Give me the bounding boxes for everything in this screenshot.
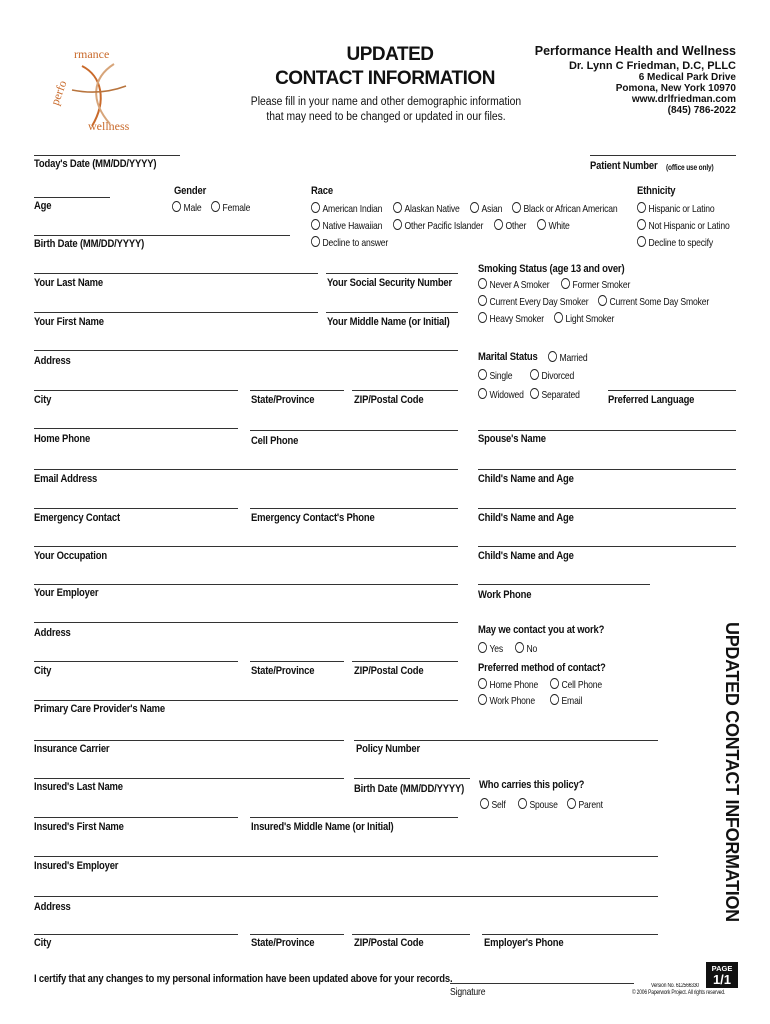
pcp-line[interactable] (34, 700, 458, 701)
radio-icon[interactable] (311, 202, 320, 213)
ethnicity-label: Ethnicity (637, 185, 676, 197)
page-indicator (706, 962, 738, 988)
radio-icon[interactable] (480, 798, 489, 809)
employer-state-line[interactable] (250, 661, 344, 662)
carrier-self[interactable]: Self (480, 798, 506, 811)
radio-icon[interactable] (548, 351, 557, 362)
ssn-line[interactable] (326, 273, 458, 274)
race-american-indian[interactable]: American Indian (311, 202, 382, 215)
todays-date-line[interactable] (34, 155, 180, 156)
marital-single[interactable]: Single (478, 369, 512, 382)
practice-name: Performance Health and Wellness (534, 44, 736, 58)
smoking-some-day[interactable]: Current Some Day Smoker (598, 295, 709, 308)
race-pacific-islander[interactable]: Other Pacific Islander (393, 219, 483, 232)
radio-icon[interactable] (478, 388, 487, 399)
svg-text:rmance: rmance (74, 47, 110, 61)
state-line[interactable] (250, 390, 344, 391)
contact-work-yes[interactable]: Yes (478, 642, 503, 655)
radio-icon[interactable] (518, 798, 527, 809)
practice-website: www.drlfriedman.com (631, 94, 736, 105)
occupation-line[interactable] (34, 546, 458, 547)
insured-first-line[interactable] (34, 817, 238, 818)
form-title-line1: UPDATED (346, 44, 434, 65)
radio-icon[interactable] (598, 295, 607, 306)
who-carries-label: Who carries this policy? (479, 779, 585, 791)
radio-icon[interactable] (567, 798, 576, 809)
emergency-contact-line[interactable] (34, 508, 238, 509)
insured-city-line[interactable] (34, 934, 238, 935)
insured-zip-line[interactable] (352, 934, 470, 935)
work-phone-label: Work Phone (478, 589, 532, 601)
preferred-method-label: Preferred method of contact? (478, 662, 606, 674)
signature-line[interactable] (450, 983, 634, 984)
radio-icon[interactable] (530, 369, 539, 380)
method-work-phone[interactable]: Work Phone (478, 694, 535, 707)
smoking-heavy[interactable]: Heavy Smoker (478, 312, 544, 325)
preferred-language-label: Preferred Language (608, 394, 695, 406)
radio-icon[interactable] (637, 202, 646, 213)
spouse-name-line[interactable] (478, 430, 736, 431)
page-number: 1/1 (712, 972, 732, 987)
city-label: City (34, 394, 52, 406)
insured-first-label: Insured's First Name (34, 821, 124, 833)
ethnicity-not-hispanic[interactable]: Not Hispanic or Latino (637, 219, 730, 232)
method-home-phone[interactable]: Home Phone (478, 678, 538, 691)
method-cell-phone[interactable]: Cell Phone (550, 678, 602, 691)
radio-icon[interactable] (478, 642, 487, 653)
home-phone-label: Home Phone (34, 433, 91, 445)
copyright: © 2006 Paperwork Project. All rights reserved. (632, 990, 726, 996)
child1-line[interactable] (478, 469, 736, 470)
insured-birth-label: Birth Date (MM/DD/YYYY) (354, 783, 465, 795)
middle-name-label: Your Middle Name (or Initial) (327, 316, 450, 328)
city-line[interactable] (34, 390, 238, 391)
radio-icon[interactable] (478, 295, 487, 306)
age-label: Age (34, 200, 52, 212)
smoking-former[interactable]: Former Smoker (561, 278, 630, 291)
insured-zip-label: ZIP/Postal Code (354, 937, 424, 949)
side-title: UPDATED CONTACT INFORMATION (722, 622, 742, 922)
spouse-name-label: Spouse's Name (478, 433, 546, 445)
race-other[interactable]: Other (494, 219, 526, 232)
occupation-label: Your Occupation (34, 550, 107, 562)
practice-logo (47, 46, 144, 134)
insured-employer-line[interactable] (34, 856, 658, 857)
age-line[interactable] (34, 197, 110, 198)
radio-icon[interactable] (478, 369, 487, 380)
insured-employer-label: Insured's Employer (34, 860, 119, 872)
birth-date-line[interactable] (34, 235, 290, 236)
address-label: Address (34, 355, 71, 367)
insured-middle-line[interactable] (250, 817, 458, 818)
patient-number-line (590, 155, 736, 156)
employer-phone-line[interactable] (482, 934, 658, 935)
ethnicity-hispanic[interactable]: Hispanic or Latino (637, 202, 714, 215)
cell-phone-label: Cell Phone (251, 435, 299, 447)
ssn-label: Your Social Security Number (327, 277, 453, 289)
instructions: Please fill in your name and other demographic information that may need to be changed or updated in our files. (250, 96, 522, 123)
radio-icon[interactable] (561, 278, 570, 289)
last-name-label: Your Last Name (34, 277, 103, 289)
zip-label: ZIP/Postal Code (354, 394, 424, 406)
state-label: State/Province (251, 394, 315, 406)
radio-icon[interactable] (515, 642, 524, 653)
carrier-parent[interactable]: Parent (567, 798, 603, 811)
employer-address-label: Address (34, 627, 71, 639)
employer-zip-label: ZIP/Postal Code (354, 665, 424, 677)
first-name-label: Your First Name (34, 316, 104, 328)
birth-date-label: Birth Date (MM/DD/YYYY) (34, 238, 145, 250)
radio-icon[interactable] (478, 278, 487, 289)
smoking-label: Smoking Status (age 13 and over) (478, 263, 625, 275)
version-number: Version No. 612566330 (651, 983, 699, 989)
carrier-spouse[interactable]: Spouse (518, 798, 558, 811)
practice-phone: (845) 786-2022 (667, 105, 736, 116)
home-phone-line[interactable] (34, 428, 238, 429)
work-phone-line[interactable] (478, 584, 650, 585)
first-name-line[interactable] (34, 312, 318, 313)
radio-icon[interactable] (311, 236, 320, 247)
practice-address1: 6 Medical Park Drive (638, 72, 736, 83)
insured-state-label: State/Province (251, 937, 315, 949)
emergency-phone-line[interactable] (250, 508, 458, 509)
radio-icon[interactable] (637, 236, 646, 247)
radio-icon[interactable] (512, 202, 521, 213)
insured-address-line[interactable] (34, 896, 658, 897)
race-decline[interactable]: Decline to answer (311, 236, 388, 249)
insured-state-line[interactable] (250, 934, 344, 935)
last-name-line[interactable] (34, 273, 318, 274)
radio-icon[interactable] (554, 312, 563, 323)
radio-icon[interactable] (311, 219, 320, 230)
radio-icon[interactable] (537, 219, 546, 230)
certify-statement: I certify that any changes to my personal information have been updated above for your records. (34, 973, 453, 985)
radio-icon[interactable] (172, 201, 181, 212)
radio-icon[interactable] (478, 694, 487, 705)
employer-address-line[interactable] (34, 622, 458, 623)
race-black[interactable]: Black or African American (512, 202, 617, 215)
insured-city-label: City (34, 937, 52, 949)
policy-number-label: Policy Number (356, 743, 421, 755)
radio-icon[interactable] (494, 219, 503, 230)
insurance-carrier-label: Insurance Carrier (34, 743, 110, 755)
radio-icon[interactable] (470, 202, 479, 213)
todays-date-label: Today's Date (MM/DD/YYYY) (34, 158, 157, 170)
radio-icon[interactable] (211, 201, 220, 212)
race-label: Race (311, 185, 333, 197)
smoking-every-day[interactable]: Current Every Day Smoker (478, 295, 588, 308)
marital-separated[interactable]: Separated (530, 388, 580, 401)
child1-label: Child's Name and Age (478, 473, 574, 485)
address-line[interactable] (34, 350, 458, 351)
smoking-light[interactable]: Light Smoker (554, 312, 614, 325)
signature-label: Signature (450, 986, 486, 998)
employer-line[interactable] (34, 584, 458, 585)
radio-icon[interactable] (550, 694, 559, 705)
radio-icon[interactable] (550, 678, 559, 689)
marital-married[interactable]: Married (548, 351, 588, 364)
emergency-phone-label: Emergency Contact's Phone (251, 512, 375, 524)
svg-text:wellness: wellness (88, 119, 130, 133)
employer-label: Your Employer (34, 587, 99, 599)
method-email[interactable]: Email (550, 694, 582, 707)
gender-label: Gender (174, 185, 207, 197)
child3-line[interactable] (478, 546, 736, 547)
radio-icon[interactable] (478, 678, 487, 689)
contact-work-no[interactable]: No (515, 642, 537, 655)
email-label: Email Address (34, 473, 98, 485)
insured-last-label: Insured's Last Name (34, 781, 123, 793)
office-use-note: (office use only) (666, 163, 714, 172)
radio-icon[interactable] (637, 219, 646, 230)
form-title-line2: CONTACT INFORMATION (275, 68, 495, 89)
practice-address2: Pomona, New York 10970 (615, 83, 736, 94)
radio-icon[interactable] (393, 202, 402, 213)
smoking-never[interactable]: Never A Smoker (478, 278, 549, 291)
race-native-hawaiian[interactable]: Native Hawaiian (311, 219, 382, 232)
marital-label: Marital Status (478, 351, 538, 363)
page-label: PAGE (711, 964, 733, 973)
cell-phone-line[interactable] (250, 430, 458, 431)
preferred-language-line[interactable] (608, 390, 736, 391)
gender-male-option[interactable]: Male (172, 201, 201, 214)
contact-at-work-label: May we contact you at work? (478, 624, 605, 636)
radio-icon[interactable] (478, 312, 487, 323)
practice-doctor: Dr. Lynn C Friedman, D.C, PLLC (568, 60, 736, 72)
employer-zip-line[interactable] (352, 661, 458, 662)
employer-phone-label: Employer's Phone (484, 937, 564, 949)
employer-state-label: State/Province (251, 665, 315, 677)
middle-name-line[interactable] (326, 312, 458, 313)
race-asian[interactable]: Asian (470, 202, 502, 215)
marital-widowed[interactable]: Widowed (478, 388, 524, 401)
policy-number-line[interactable] (354, 740, 658, 741)
insured-birth-line[interactable] (354, 778, 470, 779)
insured-last-line[interactable] (34, 778, 344, 779)
insured-address-label: Address (34, 901, 71, 913)
zip-line[interactable] (352, 390, 458, 391)
child3-label: Child's Name and Age (478, 550, 574, 562)
svg-text:perfo: perfo (47, 78, 70, 108)
patient-number-label: Patient Number (590, 160, 658, 172)
marital-divorced[interactable]: Divorced (530, 369, 574, 382)
radio-icon[interactable] (530, 388, 539, 399)
insured-middle-label: Insured's Middle Name (or Initial) (251, 821, 394, 833)
pcp-label: Primary Care Provider's Name (34, 703, 166, 715)
employer-city-line[interactable] (34, 661, 238, 662)
gender-female-option[interactable]: Female (211, 201, 250, 214)
race-white[interactable]: White (537, 219, 570, 232)
emergency-contact-label: Emergency Contact (34, 512, 120, 524)
email-line[interactable] (34, 469, 458, 470)
insurance-carrier-line[interactable] (34, 740, 344, 741)
child2-line[interactable] (478, 508, 736, 509)
ethnicity-decline[interactable]: Decline to specify (637, 236, 713, 249)
employer-city-label: City (34, 665, 52, 677)
radio-icon[interactable] (393, 219, 402, 230)
race-alaskan-native[interactable]: Alaskan Native (393, 202, 460, 215)
child2-label: Child's Name and Age (478, 512, 574, 524)
